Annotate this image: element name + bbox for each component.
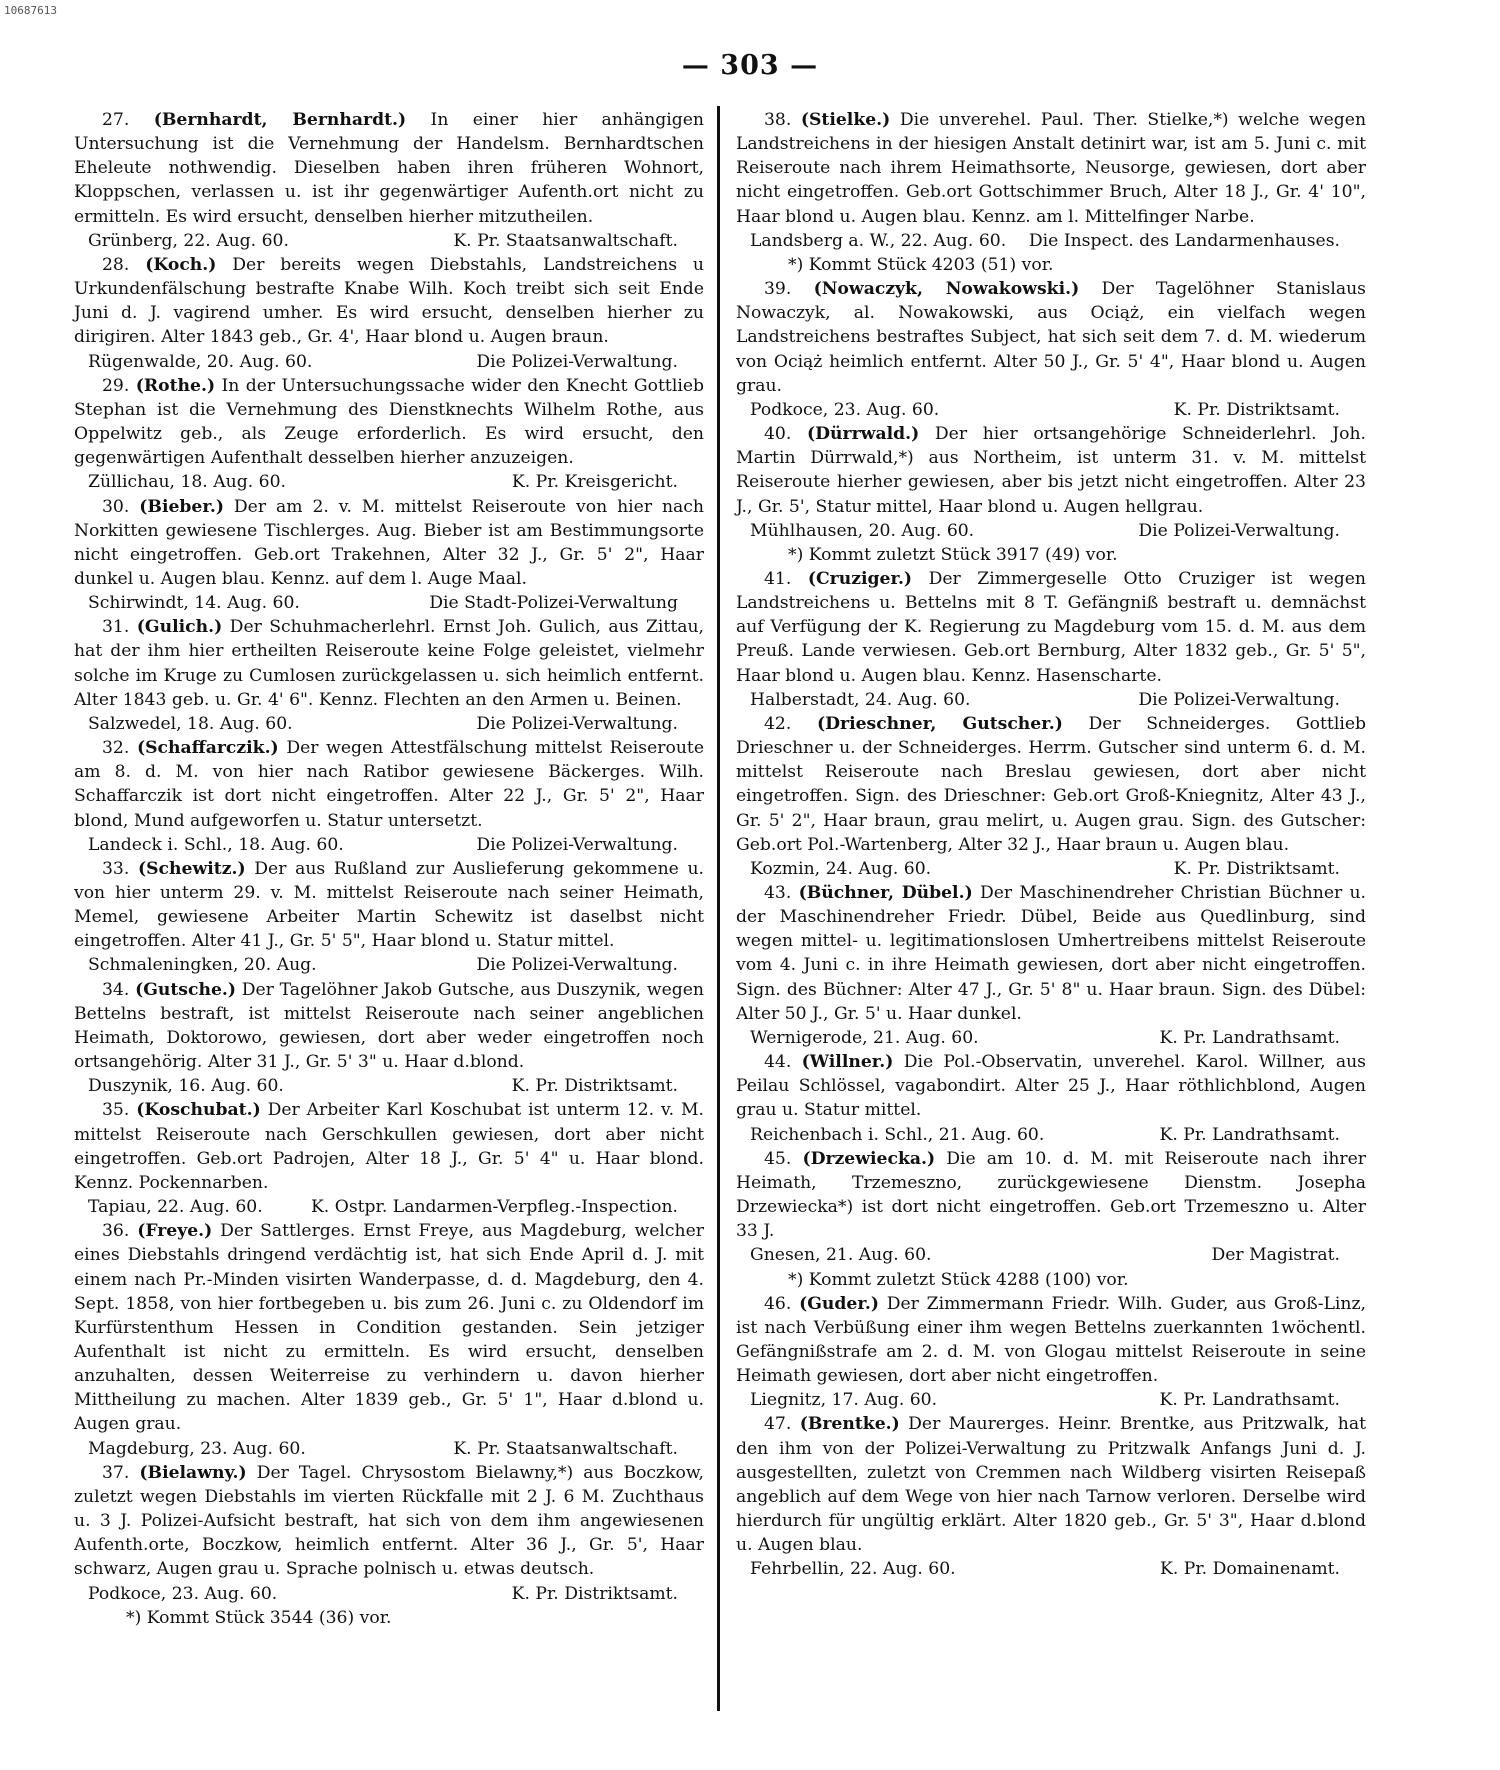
notice-authority: K. Pr. Distriktsamt. <box>511 1076 678 1097</box>
notice-entry <box>736 1292 1366 1413</box>
notice-footnote: *) Kommt Stück 3544 (36) vor. <box>126 1607 392 1628</box>
notice-heading: (Gulich.) <box>136 617 223 638</box>
notice-number: 38. <box>764 110 792 130</box>
notice-place: Tapiau, 22. Aug. 60. <box>88 1197 263 1218</box>
notice-entry <box>74 615 704 736</box>
notice-signature <box>736 519 1366 543</box>
notice-authority: K. Pr. Landrathsamt. <box>1159 1124 1340 1145</box>
notice-entry <box>736 567 1366 712</box>
notice-place: Salzwedel, 18. Aug. 60. <box>88 713 293 734</box>
notice-authority: Die Polizei-Verwaltung. <box>1138 520 1340 541</box>
notice-body <box>74 736 704 833</box>
notice-place: Landsberg a. W., 22. Aug. 60. <box>750 230 1007 251</box>
notice-body <box>736 1292 1366 1389</box>
notice-place: Fehrbellin, 22. Aug. 60. <box>750 1559 956 1580</box>
notice-text: Der Schuhmacherlehrl. Ernst Joh. Gulich, aus Zittau, hat der ihm hier ertheilten Reiseroute keine Folge geleistet, vielmehr solche im Kruge zu Cumlosen zurückgelassen u. sich heimlich entfernt. Alter 1843 geb. u. Gr. 4' 6". Kennz. Flechten an den Armen u. Beinen. <box>74 617 705 710</box>
notice-authority: Die Stadt-Polizei-Verwaltung <box>429 593 678 614</box>
notice-place: Züllichau, 18. Aug. 60. <box>88 472 286 493</box>
notice-authority: K. Pr. Landrathsamt. <box>1159 1027 1340 1048</box>
notice-number: 31. <box>102 617 130 638</box>
notice-authority: K. Pr. Distriktsamt. <box>1173 399 1340 420</box>
notice-body <box>74 374 704 471</box>
notice-heading: (Drieschner, Gutscher.) <box>816 713 1063 734</box>
notice-heading: (Bernhardt, Bernhardt.) <box>153 110 407 130</box>
notice-signature <box>736 1557 1366 1581</box>
notice-place: Liegnitz, 17. Aug. 60. <box>750 1390 938 1411</box>
notice-place: Gnesen, 21. Aug. 60. <box>750 1245 932 1266</box>
notice-body <box>74 615 704 712</box>
notice-entry <box>74 857 704 978</box>
notice-text: Der Arbeiter Karl Koschubat ist unterm 12. v. M. mittelst Reiseroute nach Gerschkullen gewiesen, dort aber nicht eingetroffen. Geb.ort Padrojen, Alter 18 J., Gr. 5' 4" u. Haar blond. Kennz. Pockennarben. <box>74 1100 705 1193</box>
notice-entry <box>736 712 1366 881</box>
notice-body <box>736 108 1366 229</box>
notice-place: Podkoce, 23. Aug. 60. <box>750 399 940 420</box>
notice-body <box>74 978 704 1075</box>
notice-entry <box>736 108 1366 277</box>
notice-authority: K. Pr. Domainenamt. <box>1160 1559 1340 1580</box>
notice-place: Landeck i. Schl., 18. Aug. 60. <box>88 834 344 855</box>
notice-text: Der Tagelöhner Jakob Gutsche, aus Duszynik, wegen Bettelns bestraft, ist mittelst Reiseroute nach seiner angeblichen Heimath, Doktorowo, gewiesen, dort aber weder eingetroffen noch ortsangehörig. Alter 31 J., Gr. 5' 3" u. Haar d.blond. <box>74 979 704 1073</box>
notice-authority: K. Pr. Distriktsamt. <box>1173 858 1340 879</box>
notice-heading: (Dürrwald.) <box>807 424 920 445</box>
notice-place: Wernigerode, 21. Aug. 60. <box>750 1027 979 1048</box>
notice-number: 34. <box>102 979 130 1000</box>
notice-signature <box>74 953 704 977</box>
notice-footnote: *) Kommt zuletzt Stück 3917 (49) vor. <box>788 544 1118 565</box>
notice-body <box>74 253 704 350</box>
notice-body <box>736 422 1366 519</box>
notice-body <box>736 567 1366 688</box>
notice-authority: Die Polizei-Verwaltung. <box>476 955 678 976</box>
notice-heading: (Willner.) <box>801 1052 894 1073</box>
notice-heading: (Cruziger.) <box>807 568 913 589</box>
notice-body <box>74 108 704 229</box>
notice-body <box>736 712 1366 857</box>
notice-signature <box>74 833 704 857</box>
notice-authority: K. Pr. Landrathsamt. <box>1159 1390 1340 1411</box>
right-column <box>736 108 1366 1582</box>
notice-signature <box>74 350 704 374</box>
notice-signature <box>736 1123 1366 1147</box>
notice-number: 44. <box>764 1052 792 1073</box>
notice-entry <box>736 422 1366 567</box>
notice-number: 33. <box>102 858 130 879</box>
notice-place: Kozmin, 24. Aug. 60. <box>750 858 932 879</box>
notice-text: Der bereits wegen Diebstahls, Landstreichens u Urkundenfälschung bestrafte Knabe Wilh. Koch treibt sich seit Ende Juni d. J. vagirend umher. Es wird ersucht, denselben hierher zu dirigiren. Alter 1843 geb., Gr. 4', Haar blond u. Augen braun. <box>74 254 704 348</box>
notice-text: Der aus Rußland zur Auslieferung gekommene u. von hier unterm 29. v. M. mittelst Reiseroute nach seiner Heimath, Memel, gewiesene Arbeiter Martin Schewitz ist daselbst nicht eingetroffen. Alter 41 J., Gr. 5' 5", Haar blond u. Statur mittel. <box>74 858 705 952</box>
notice-heading: (Bieber.) <box>139 496 224 517</box>
notice-text: Die Pol.-Observatin, unverehel. Karol. Willner, aus Peilau Schlössel, vagabondirt. Alter 25 J., Haar röthlichblond, Augen grau u. Statur mittel. <box>736 1052 1367 1121</box>
notice-place: Grünberg, 22. Aug. 60. <box>88 230 289 251</box>
column-divider <box>717 106 720 1711</box>
notice-text: Der Tagelöhner Stanislaus Nowaczyk, al. Nowakowski, aus Ociąż, ein vielfach wegen Landstreichens bestraftes Subject, hat sich seit dem 7. d. M. wiederum von Ociąż heimlich entfernt. Alter 50 J., Gr. 5' 4", Haar blond u. Augen grau. <box>736 279 1366 396</box>
notice-authority: Die Inspect. des Landarmenhauses. <box>1028 230 1340 251</box>
notice-text: Der Sattlerges. Ernst Freye, aus Magdeburg, welcher eines Diebstahls dringend verdächtig ist, hat sich Ende April d. J. mit einem nach Pr.-Minden visirten Wanderpasse, d. d. Magdeburg, den 4. Sept. 1858, von hier fortbegeben u. bis zum 26. Juni c. zu Oldendorf im Kurfürstenthum Hessen in Condition gestanden. Sein jetziger Aufenthalt ist nicht zu ermitteln. Es wird ersucht, denselben anzuhalten, dessen Weiterreise zu verhindern u. davon hierher Mittheilung zu machen. Alter 1839 geb., Gr. 5' 1", Haar d.blond u. Augen grau. <box>74 1221 705 1435</box>
notice-body <box>736 1147 1366 1244</box>
notice-signature <box>74 1582 704 1606</box>
notice-entry <box>74 978 704 1099</box>
notice-entry <box>74 253 704 374</box>
notice-number: 27. <box>102 110 130 130</box>
notice-signature <box>736 1388 1366 1412</box>
notice-place: Schirwindt, 14. Aug. 60. <box>88 593 300 614</box>
notice-signature <box>74 591 704 615</box>
notice-heading: (Freye.) <box>137 1221 213 1242</box>
notice-body <box>74 857 704 954</box>
notice-place: Reichenbach i. Schl., 21. Aug. 60. <box>750 1124 1045 1145</box>
notice-text: Die am 10. d. M. mit Reiseroute nach ihrer Heimath, Trzemeszno, zurückgewiesene Dienstm. Josepha Drzewiecka*) ist dort nicht eingetroffen. Geb.ort Trzemeszno u. Alter 33 J. <box>736 1148 1366 1242</box>
notice-body <box>736 277 1366 398</box>
notice-signature <box>74 229 704 253</box>
notice-entry <box>736 1412 1366 1581</box>
notice-text: Der Maurerges. Heinr. Brentke, aus Pritzwalk, hat den ihm von der Polizei-Verwaltung zu Pritzwalk Anfangs Juni d. J. ausgestellten, zuletzt von Cremmen nach Wildberg visirten Reisepaß angeblich auf dem Wege von hier nach Tarnow verloren. Derselbe wird hierdurch für ungültig erklärt. Alter 1820 geb., Gr. 5' 3", Haar d.blond u. Augen blau. <box>736 1414 1366 1556</box>
notice-heading: (Nowaczyk, Nowakowski.) <box>813 279 1080 300</box>
notice-signature <box>74 1437 704 1461</box>
notice-entry <box>74 736 704 857</box>
notice-authority: K. Ostpr. Landarmen-Verpfleg.-Inspection. <box>310 1197 678 1218</box>
notice-entry <box>736 1050 1366 1147</box>
notice-heading: (Schewitz.) <box>138 858 246 879</box>
notice-heading: (Schaffarczik.) <box>136 738 279 759</box>
notice-authority: Die Polizei-Verwaltung. <box>476 834 678 855</box>
notice-body <box>74 1098 704 1195</box>
notice-entry <box>736 277 1366 422</box>
notice-text: Der am 2. v. M. mittelst Reiseroute von hier nach Norkitten gewiesene Tischlerges. Aug. Bieber ist am Bestimmungsorte nicht eingetroffen. Geb.ort Trakehnen, Alter 32 J., Gr. 5' 2", Haar dunkel u. Augen blau. Kennz. auf dem l. Auge Maal. <box>74 496 704 589</box>
notice-signature <box>736 857 1366 881</box>
notice-heading: (Koschubat.) <box>136 1100 261 1121</box>
notice-heading: (Bielawny.) <box>139 1462 247 1483</box>
notice-footnote: *) Kommt zuletzt Stück 4288 (100) vor. <box>788 1269 1129 1290</box>
notice-authority: Die Polizei-Verwaltung. <box>476 351 678 372</box>
notice-signature <box>74 470 704 494</box>
notice-footnote: *) Kommt Stück 4203 (51) vor. <box>788 254 1054 275</box>
notice-signature <box>74 712 704 736</box>
notice-entry <box>74 1219 704 1461</box>
notice-place: Podkoce, 23. Aug. 60. <box>88 1583 278 1604</box>
notice-body <box>736 1412 1366 1557</box>
notice-heading: (Gutsche.) <box>135 979 236 1000</box>
notice-number: 42. <box>764 713 792 734</box>
notice-number: 46. <box>764 1293 792 1314</box>
notice-text: Der Schneiderges. Gottlieb Drieschner u. der Schneiderges. Herrm. Gutscher sind unterm 6. d. M. mittelst Reiseroute nach Breslau gewiesen, dort aber nicht eingetroffen. Sign. des Drieschner: Geb.ort Groß-Kniegnitz, Alter 43 J., Gr. 5' 2", Haar braun, grau melirt, u. Augen grau. Sign. des Gutscher: Geb.ort Pol.-Wartenberg, Alter 32 J., Haar braun u. Augen blau. <box>736 713 1367 855</box>
notice-entry <box>736 1147 1366 1292</box>
left-column <box>74 108 704 1630</box>
notice-number: 35. <box>102 1100 130 1121</box>
notice-place: Halberstadt, 24. Aug. 60. <box>750 689 971 710</box>
notice-entry <box>74 495 704 616</box>
notice-signature <box>736 398 1366 422</box>
notice-entry <box>74 108 704 253</box>
notice-heading: (Stielke.) <box>800 110 891 130</box>
notice-number: 45. <box>764 1148 792 1169</box>
notice-entry <box>736 881 1366 1050</box>
notice-text: Der Zimmergeselle Otto Cruziger ist wegen Landstreichens u. Bettelns mit 8 T. Gefängniß bestraft u. demnächst auf Verfügung der K. Regierung zu Magdeburg vom 15. d. M. aus dem Preuß. Lande verwiesen. Geb.ort Bernburg, Alter 1832 geb., Gr. 5' 5", Haar blond u. Augen blau. Kennz. Hasenscharte. <box>736 568 1366 686</box>
notice-number: 39. <box>764 279 792 300</box>
notice-number: 40. <box>764 424 792 445</box>
notice-place: Schmaleningken, 20. Aug. <box>88 955 317 976</box>
notice-place: Rügenwalde, 20. Aug. 60. <box>88 351 313 372</box>
notice-body <box>74 1461 704 1582</box>
notice-text: Der Maschinendreher Christian Büchner u. der Maschinendreher Friedr. Dübel, Beide aus Quedlinburg, sind wegen mittel- u. legitimationslosen Umhertreibens mittelst Reiseroute vom 4. Juni c. in ihre Heimath gewiesen, dort aber nicht eingetroffen. Sign. des Büchner: Alter 47 J., Gr. 5' 8" u. Haar braun. Sign. des Dübel: Alter 50 J., Gr. 5' u. Haar dunkel. <box>736 883 1366 1024</box>
notice-signature <box>74 1195 704 1219</box>
notice-text: In der Untersuchungssache wider den Knecht Gottlieb Stephan ist die Vernehmung des Dienstknechts Wilhelm Rothe, aus Oppelwitz geb., als Zeuge erforderlich. Es wird ersucht, den gegenwärtigen Aufenthalt desselben hierher anzuzeigen. <box>74 375 704 469</box>
notice-number: 36. <box>102 1221 130 1242</box>
notice-place: Mühlhausen, 20. Aug. 60. <box>750 520 975 541</box>
notice-number: 28. <box>102 254 130 275</box>
notice-authority: K. Pr. Staatsanwaltschaft. <box>453 1438 678 1459</box>
page-number: — 303 — <box>681 50 819 81</box>
document-id: 10687613 <box>4 4 57 17</box>
notice-number: 32. <box>102 738 130 759</box>
notice-heading: (Rothe.) <box>135 375 216 396</box>
notice-authority: K. Pr. Kreisgericht. <box>511 472 678 493</box>
notice-heading: (Drzewiecka.) <box>802 1148 936 1169</box>
notice-number: 29. <box>102 375 130 396</box>
notice-authority: Die Polizei-Verwaltung. <box>1138 689 1340 710</box>
notice-text: Der wegen Attestfälschung mittelst Reiseroute am 8. d. M. von hier nach Ratibor gewiesene Bäckerges. Wilh. Schaffarczik ist dort nicht eingetroffen. Alter 22 J., Gr. 5' 2", Haar blond, Mund aufgeworfen u. Statur untersetzt. <box>74 738 704 831</box>
notice-text: Der Zimmermann Friedr. Wilh. Guder, aus Groß-Linz, ist nach Verbüßung einer ihm wegen Bettelns zuerkannten 1wöchentl. Gefängnißstrafe am 2. d. M. von Glogau mittelst Reiseroute in seine Heimath gewiesen, dort aber nicht eingetroffen. <box>736 1293 1367 1387</box>
notice-heading: (Koch.) <box>145 254 217 275</box>
notice-signature <box>74 1074 704 1098</box>
notice-body <box>736 1050 1366 1122</box>
notice-text: Der hier ortsangehörige Schneiderlehrl. Joh. Martin Dürrwald,*) aus Northeim, ist unterm 31. v. M. mittelst Reiseroute hierher gewiesen, aber bis jetzt nicht eingetroffen. Alter 23 J., Gr. 5', Statur mittel, Haar blond u. Augen hellgrau. <box>736 424 1366 517</box>
notice-entry <box>74 374 704 495</box>
notice-number: 41. <box>764 568 792 589</box>
notice-number: 47. <box>764 1414 792 1435</box>
notice-body <box>736 881 1366 1026</box>
notice-authority: K. Pr. Staatsanwaltschaft. <box>453 230 678 251</box>
notice-authority: K. Pr. Distriktsamt. <box>511 1583 678 1604</box>
notice-heading: (Brentke.) <box>799 1414 900 1435</box>
notice-body <box>74 495 704 592</box>
notice-signature <box>736 688 1366 712</box>
notice-signature <box>736 229 1366 253</box>
notice-signature <box>736 1243 1366 1267</box>
notice-text: Die unverehel. Paul. Ther. Stielke,*) welche wegen Landstreichens in der hiesigen Anstalt detinirt war, ist am 5. Juni c. mit Reiseroute nach ihrem Heimathsorte, Neusorge, gewiesen, dort aber nicht eingetroffen. Geb.ort Gottschimmer Bruch, Alter 18 J., Gr. 4' 10", Haar blond u. Augen blau. Kennz. am l. Mittelfinger Narbe. <box>736 110 1367 227</box>
notice-authority: Der Magistrat. <box>1211 1245 1340 1266</box>
notice-signature <box>736 1026 1366 1050</box>
notice-number: 43. <box>764 883 792 903</box>
notice-entry <box>74 1461 704 1630</box>
notice-text: In einer hier anhängigen Untersuchung ist die Vernehmung der Handelsm. Bernhardtschen Eheleute nothwendig. Dieselben haben ihren früheren Wohnort, Kloppschen, verlassen u. ist ihr gegenwärtiger Aufenth.ort nicht zu ermitteln. Es wird ersucht, denselben hierher mitzutheilen. <box>74 110 705 227</box>
notice-heading: (Büchner, Dübel.) <box>798 883 973 903</box>
notice-number: 37. <box>102 1462 130 1483</box>
notice-place: Magdeburg, 23. Aug. 60. <box>88 1438 306 1459</box>
notice-authority: Die Polizei-Verwaltung. <box>476 713 678 734</box>
notice-heading: (Guder.) <box>799 1293 879 1314</box>
notice-entry <box>74 1098 704 1219</box>
notice-body <box>74 1219 704 1436</box>
notice-number: 30. <box>102 496 130 517</box>
notice-text: Der Tagel. Chrysostom Bielawny,*) aus Boczkow, zuletzt wegen Diebstahls im vierten Rückfalle mit 2 J. 6 M. Zuchthaus u. 3 J. Polizei-Aufsicht bestraft, hat sich von dem ihm angewiesenen Aufenth.orte, Boczkow, heimlich entfernt. Alter 36 J., Gr. 5', Haar schwarz, Augen grau u. Sprache polnisch u. etwas deutsch. <box>74 1462 705 1580</box>
notice-place: Duszynik, 16. Aug. 60. <box>88 1076 284 1097</box>
